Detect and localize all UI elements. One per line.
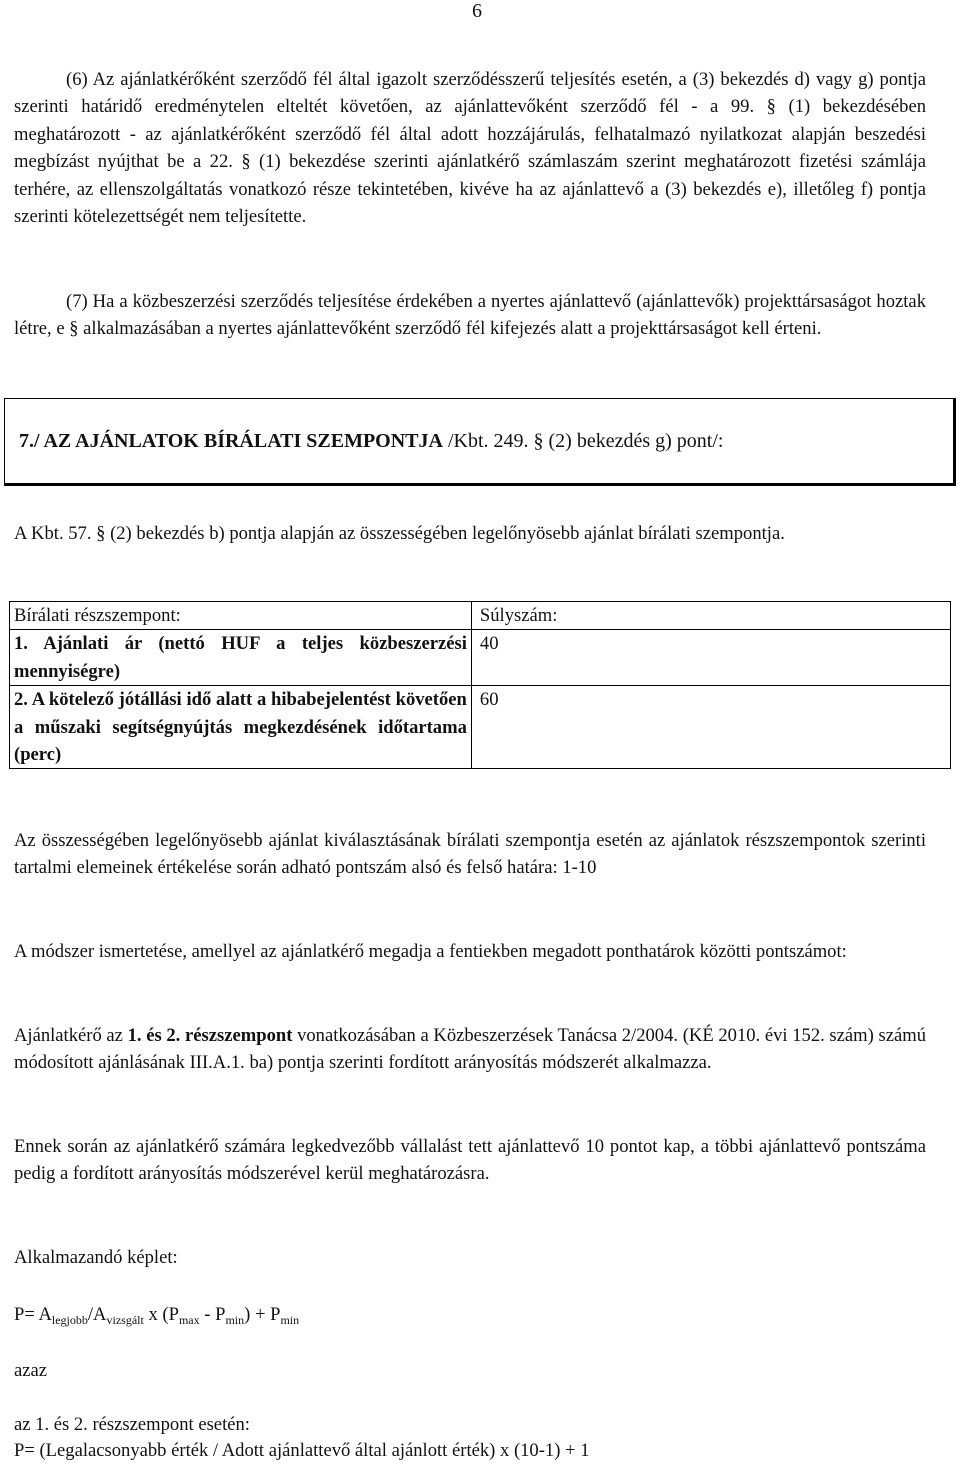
criterion-label: 1. Ajánlati ár (nettó HUF a teljes közbeszerzési mennyiségre) (10, 630, 472, 686)
paragraph-6: (6) Az ajánlatkérőként szerződő fél által igazolt szerződésszerű teljesítés esetén, a (3) bekezdés d) vagy g) pontja szerinti határidő eredménytelen elteltét követően, az ajánlattevőként szerződő fél - a 99. § (1) bekezdésében meghatározott - az ajánlatkérőként szerződő fél által adott hozzájárulás, felhatalmazó nyilatkozat alapján beszedési megbízást nyújthat be a 22. § (1) bekezdése szerinti ajánlatkérő számlaszám szerint meghatározott fizetési számlája terhére, az ellenszolgáltatás vonatkozó része tekintetében, kivéve ha az ajánlattevő a (3) bekezdés e), illetőleg f) pontja szerinti kötelezettségét nem teljesítette. (14, 69, 926, 228)
formula-subscript: vizsgált (106, 1313, 144, 1327)
method-text-bold-1: 1. és 2. (127, 1025, 181, 1046)
azaz-text: azaz (14, 1360, 48, 1381)
method-text-post: vonatkozásában a Közbeszerzések Tanácsa 2/2004. (KÉ 2010. évi 152. szám) számú módosított ajánlásának III.A.1. ba) pontja szerinti fordított arányosítás módszerét alkalmazza. (14, 1025, 926, 1074)
criterion-weight: 40 (471, 630, 950, 686)
score-range-paragraph: Az összességében legelőnyösebb ajánlat kiválasztásának bírálati szempontja esetén az ajánlatok részszempontok szerinti tartalmi elemeinek értékelése során adható pontszám alsó és felső határa: 1-10 (14, 830, 926, 879)
table-header-weight: Súlyszám: (471, 602, 950, 630)
section-title-bold: 7./ AZ AJÁNLATOK BÍRÁLATI SZEMPONTJA (19, 430, 443, 452)
table-row (10, 686, 951, 769)
criterion-label: 2. A kötelező jótállási idő alatt a hibabejelentést követően a műszaki segítségnyújtás megkezdésének időtartama (perc) (10, 686, 472, 769)
criteria-table (9, 601, 951, 769)
formula-label: Alkalmazandó képlet: (14, 1247, 178, 1268)
method-paragraph: A módszer ismertetése, amellyel az ajánlatkérő megadja a fentiekben megadott ponthatárok közötti pontszámot: (14, 941, 847, 962)
paragraph-7: (7) Ha a közbeszerzési szerződés teljesítése érdekében a nyertes ajánlattevő (ajánlattevők) projekttársaságot hoztak létre, e § alkalmazásában a nyertes ajánlattevőként szerződő fél kifejezés alatt a projekttársaságot kell érteni. (14, 291, 926, 340)
page-number: 6 (472, 0, 482, 22)
section-header-box (4, 398, 956, 486)
formula-part: P= A (14, 1304, 52, 1325)
section-title (19, 428, 723, 454)
formula-subscript: max (178, 1313, 200, 1327)
formula-part: ) + P (244, 1304, 281, 1325)
formula-part: x (P (143, 1304, 179, 1325)
formula-subscript: legjobb (51, 1313, 88, 1327)
formula-subscript: min (280, 1313, 300, 1327)
kbt-paragraph: A Kbt. 57. § (2) bekezdés b) pontja alapján az összességében legelőnyösebb ajánlat bírálati szempontja. (14, 523, 785, 544)
formula-part: - P (199, 1304, 226, 1325)
formula-part: /A (87, 1304, 107, 1325)
table-header-row (10, 602, 951, 630)
method-text-pre: Ajánlatkérő az (14, 1025, 128, 1046)
scoring-paragraph: Ennek során az ajánlatkérő számára legkedvezőbb vállalást tett ajánlattevő 10 pontot kap, a többi ajánlattevő pontszáma pedig a fordított arányosítás módszerével kerül meghatározásra. (14, 1136, 926, 1185)
criterion-weight: 60 (471, 686, 950, 769)
final-formula: P= (Legalacsonyabb érték / Adott ajánlattevő által ajánlott érték) x (10-1) + 1 (14, 1440, 590, 1461)
subcriterion-label: az 1. és 2. részszempont esetén: (14, 1414, 250, 1435)
formula-subscript: min (225, 1313, 245, 1327)
table-row (10, 630, 951, 686)
formula (14, 1301, 926, 1328)
section-title-reference: /Kbt. 249. § (2) bekezdés g) pont/: (442, 430, 724, 452)
table-header-criterion: Bírálati részszempont: (10, 602, 472, 630)
method-text-bold-2: részszempont (185, 1025, 293, 1046)
method-detail-paragraph (14, 1022, 926, 1077)
